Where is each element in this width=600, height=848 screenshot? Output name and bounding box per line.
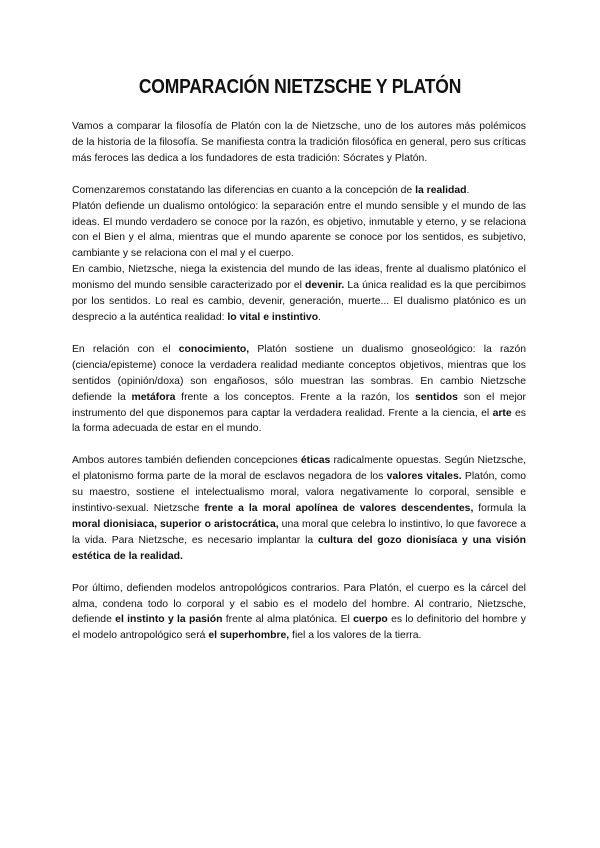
paragraph-gap	[72, 565, 526, 581]
text-run: La única realidad es la que percibimos por los sentidos. Lo real es cambio, devenir, generación, muerte... El dualismo platónico es un desprecio a la auténtica realidad:	[72, 280, 526, 323]
bold-term: el superhombre,	[208, 630, 290, 642]
bold-term: cuerpo	[353, 614, 388, 626]
text-run: Comenzaremos constatando las diferencias en cuanto a la concepción de	[72, 184, 416, 196]
text-run: Por último, defienden modelos antropológicos contrarios. Para Platón, el cuerpo es la cárcel del alma, condena todo lo corporal y el sabio es el modelo del hombre. Al contrario, Nietzsche, defiende	[72, 582, 526, 626]
bold-term: arte	[492, 407, 512, 419]
text-run: son el mejor instrumento del que disponemos para captar la verdadera realidad. Frente a la ciencia, el	[72, 391, 527, 419]
etica-paragraph	[72, 453, 526, 564]
bold-term: el instinto y la pasión	[115, 614, 223, 626]
text-run: formula la	[473, 503, 526, 515]
text-run: frente a los conceptos. Frente a la razón, los	[175, 391, 416, 403]
paragraph-gap	[72, 437, 526, 453]
page-title: COMPARACIÓN NIETZSCHE Y PLATÓN	[138, 74, 462, 98]
text-run: radicalmente opuestas. Según Nietzsche, el platonismo forma parte de la moral de esclavos negadora de los	[72, 455, 526, 483]
text-run: frente al alma platónica. El	[222, 614, 354, 626]
bold-term: sentidos	[415, 391, 458, 403]
bold-term: la realidad	[415, 184, 467, 196]
bold-term: frente a la moral apolínea de valores descendentes,	[204, 503, 474, 515]
paragraph-gap	[72, 167, 526, 183]
text-run: .	[318, 311, 321, 323]
bold-term: lo vital e instintivo	[227, 311, 319, 323]
bold-term: devenir.	[305, 280, 345, 292]
realidad-nietzsche	[72, 262, 526, 326]
realidad-platon: Platón defiende un dualismo ontológico: la separación entre el mundo sensible y el mundo de las ideas. El mundo verdadero se conoce por la razón, es objetivo, inmutable y eterno, y se relaciona con el Bien y el alma, mientras que el mundo aparente se conoce por los sentidos, es subjetivo, cambiante y se relaciona con el mal y el cuerpo.	[72, 200, 526, 260]
antropologia-paragraph	[72, 581, 526, 645]
text-run: Platón, como su maestro, sostiene el intelectualismo moral, valora negativamente lo corporal, sensible e instintivo-sexual. Nietzsche	[72, 471, 527, 515]
bold-term: conocimiento,	[178, 343, 250, 355]
text-run: Platón sostiene un dualismo gnoseológico: la razón (ciencia/episteme) conoce la verdadera realidad mediante conceptos objetivos, mientras que los sentidos (opinión/doxa) son engañosos, sólo muestran las sombras. En cambio Nietzsche defiende la	[72, 343, 527, 403]
text-run: es la forma adecuada de estar en el mundo.	[72, 407, 526, 435]
bold-term: cultura del gozo dionisíaca y una visión estética de la realidad.	[72, 534, 527, 562]
text-run: En relación con el	[72, 343, 179, 355]
bold-term: metáfora	[131, 391, 176, 403]
text-run: En cambio, Nietzsche, niega la existencia del mundo de las ideas, frente al dualismo platónico el monismo del mundo sensible caracterizado por el	[72, 264, 526, 292]
text-run: una moral que celebra lo instintivo, lo que favorece a la vida. Para Nietzsche, es necesario implantar la	[72, 518, 527, 546]
bold-term: éticas	[300, 455, 331, 467]
realidad-lead	[72, 183, 526, 199]
conocimiento-paragraph	[72, 342, 526, 437]
document-body	[72, 119, 526, 644]
text-run: .	[466, 184, 470, 196]
text-run: fiel a los valores de la tierra.	[289, 630, 422, 642]
text-run: es lo definitorio del hombre y el modelo antropológico será	[72, 614, 526, 642]
intro-paragraph: Vamos a comparar la filosofía de Platón con la de Nietzsche, uno de los autores más polémicos de la historia de la filosofía. Se manifiesta contra la tradición filosófica en general, pero sus críticas más feroces las dedica a los fundadores de esta tradición: Sócrates y Platón.	[72, 121, 526, 164]
paragraph-gap	[72, 326, 526, 342]
bold-term: valores vitales.	[386, 471, 462, 483]
text-run: Ambos autores también defienden concepciones	[72, 455, 301, 467]
bold-term: moral dionisiaca, superior o aristocrática,	[72, 518, 279, 530]
